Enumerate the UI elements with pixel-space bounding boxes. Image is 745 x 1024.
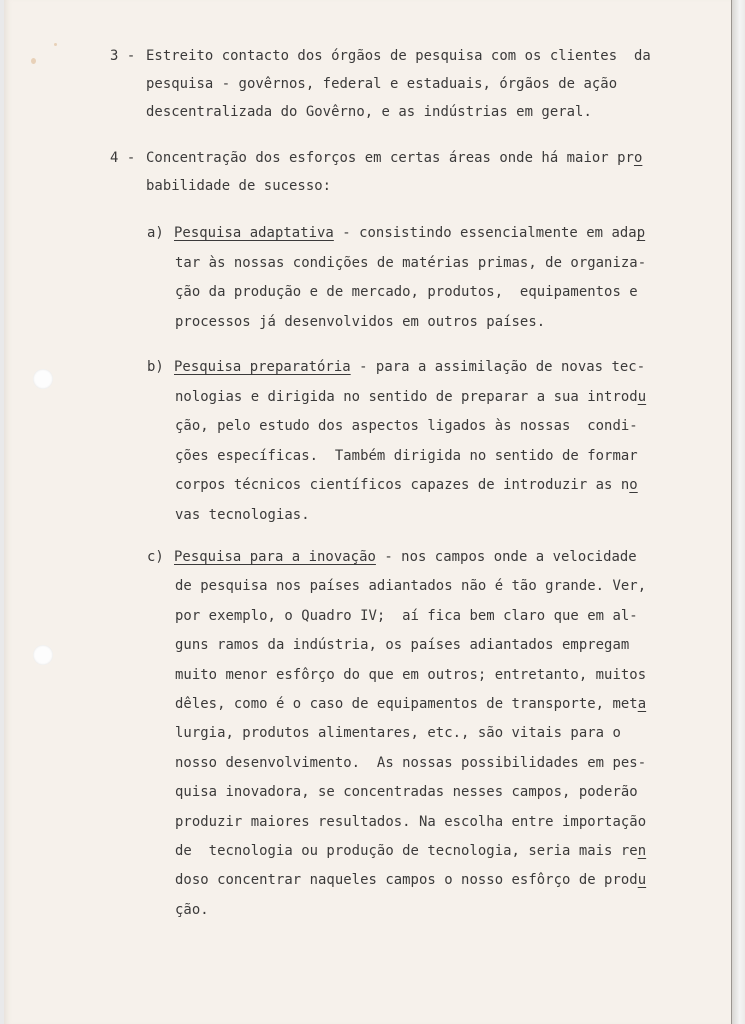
underlined-text: o (629, 477, 638, 494)
text-segment: tar às nossas condições de matérias primas, de organiza- (175, 254, 647, 271)
paragraph-line (174, 359, 645, 375)
underlined-text: Pesquisa adaptativa (174, 225, 334, 241)
rust-stain (54, 43, 57, 46)
item-number: 3 - (110, 48, 136, 64)
text-segment: doso concentrar naqueles campos o nosso esfôrço de prod (175, 872, 638, 889)
subitem-letter: b) (147, 359, 164, 375)
paragraph-line (174, 549, 637, 565)
text-segment: pesquisa - govêrnos, federal e estaduais, órgãos de ação (146, 76, 618, 93)
underlined-text: u (637, 388, 647, 405)
text-segment: Concentração dos esforços em certas áreas onde há maior pr (146, 150, 634, 166)
paragraph-line (175, 608, 638, 624)
paragraph-line (175, 477, 638, 493)
text-segment: - nos campos onde a velocidade (375, 549, 637, 565)
paragraph-line (175, 784, 638, 800)
paragraph-line (175, 255, 646, 271)
item-number: 4 - (110, 150, 136, 166)
text-segment: guns ramos da indústria, os países adiantados empregam (175, 637, 630, 654)
underlined-text: Pesquisa para a inovação (174, 549, 376, 565)
paragraph-line (175, 418, 638, 434)
subitem-letter: c) (147, 549, 164, 565)
paragraph-line (175, 314, 545, 330)
text-segment: nologias e dirigida no sentido de preparar a sua introd (175, 388, 638, 405)
paragraph-line (146, 178, 331, 194)
text-segment: - consistindo essencialmente em ada (333, 225, 637, 241)
paragraph-line (175, 448, 638, 464)
underlined-text: a (637, 696, 647, 712)
paragraph-line (175, 843, 646, 859)
punch-hole-top (33, 369, 53, 389)
text-segment: - para a assimilação de novas tec- (350, 359, 646, 375)
text-segment: babilidade de sucesso: (146, 177, 332, 194)
text-segment: dêles, como é o caso de equipamentos de transporte, met (175, 696, 638, 712)
punch-hole-bottom (33, 645, 53, 665)
underlined-text: p (636, 225, 646, 241)
paragraph-line (175, 507, 310, 523)
underlined-text: Pesquisa preparatória (174, 359, 351, 375)
paragraph-line (146, 104, 592, 120)
text-segment: ções específicas. Também dirigida no sentido de formar (175, 447, 638, 464)
paragraph-line (175, 755, 646, 771)
text-segment: de pesquisa nos países adiantados não é tão grande. Ver, (175, 578, 647, 595)
paragraph-line (175, 637, 629, 653)
rust-stain (31, 58, 36, 64)
paragraph-line (175, 872, 646, 888)
text-segment: ção. (175, 901, 209, 918)
subitem-letter: a) (147, 225, 164, 241)
underlined-text: o (633, 150, 643, 166)
paragraph-line (175, 725, 621, 741)
paragraph-line (174, 225, 645, 241)
text-segment: produzir maiores resultados. Na escolha entre importação (175, 813, 647, 830)
paragraph-line (146, 76, 617, 92)
underlined-text: n (637, 843, 647, 859)
text-segment: ção da produção e de mercado, produtos, equipamentos e (175, 284, 638, 301)
text-segment: nosso desenvolvimento. As nossas possibilidades em pes- (175, 754, 647, 771)
paragraph-line (146, 150, 642, 166)
text-segment: descentralizada do Govêrno, e as indústrias em geral. (146, 104, 592, 121)
text-segment: de tecnologia ou produção de tecnologia, seria mais re (175, 843, 638, 859)
text-segment: ção, pelo estudo dos aspectos ligados às nossas condi- (175, 418, 638, 435)
text-segment: muito menor esfôrço do que em outros; entretanto, muitos (175, 666, 647, 683)
scan-right-edge (732, 0, 745, 1024)
paragraph-line (175, 389, 646, 405)
text-segment: Estreito contacto dos órgãos de pesquisa com os clientes da (146, 48, 651, 64)
text-segment: vas tecnologias. (175, 507, 310, 523)
paragraph-line (146, 48, 651, 64)
paragraph-line (175, 696, 646, 712)
paragraph-line (175, 284, 638, 300)
text-segment: processos já desenvolvidos em outros países. (175, 313, 546, 330)
text-segment: quisa inovadora, se concentradas nesses campos, poderão (175, 784, 638, 801)
text-segment: lurgia, produtos alimentares, etc., são vitais para o (175, 725, 621, 742)
paragraph-line (175, 578, 646, 594)
text-segment: por exemplo, o Quadro IV; aí fica bem claro que em al- (175, 607, 638, 624)
text-segment: corpos técnicos científicos capazes de introduzir as n (175, 477, 630, 494)
underlined-text: u (637, 872, 647, 889)
paragraph-line (175, 667, 646, 683)
paragraph-line (175, 814, 646, 830)
paragraph-line (175, 902, 209, 918)
